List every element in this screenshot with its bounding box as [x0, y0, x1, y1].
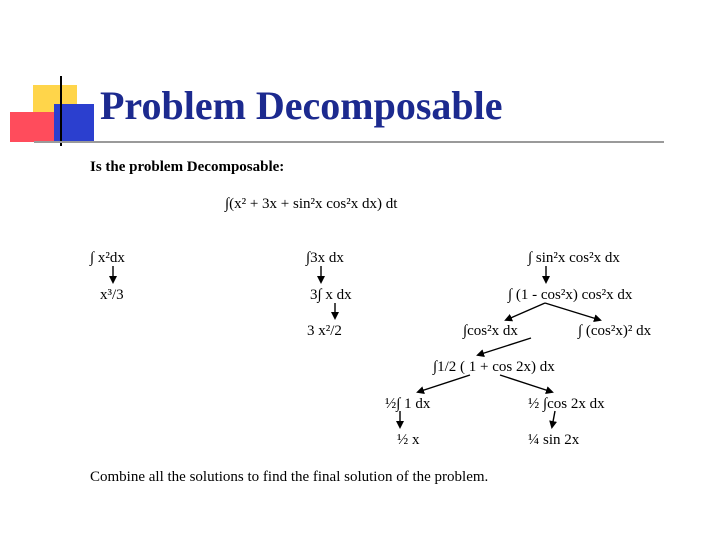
branch1-result: x³/3 — [100, 287, 124, 303]
arrow-b3-right — [545, 303, 600, 320]
branch2-result: 3 x²/2 — [307, 323, 342, 339]
arrow-sub-left — [418, 375, 470, 392]
slide-title: Problem Decomposable — [100, 83, 503, 128]
branch1-integral: ∫ x²dx — [90, 250, 125, 266]
branch3-integral: ∫ sin²x cos²x dx — [528, 250, 620, 266]
branch3-left: ∫cos²x dx — [463, 323, 518, 339]
arrow-b3-left — [506, 303, 545, 320]
branch3-sub-right-result: ¼ sin 2x — [528, 432, 580, 448]
branch3-sub-left: ½∫ 1 dx — [385, 396, 431, 412]
question-text: Is the problem Decomposable: — [90, 159, 285, 175]
conclusion-text: Combine all the solutions to find the final solution of the problem. — [90, 469, 489, 485]
branch3-step: ∫ (1 - cos²x) cos²x dx — [508, 287, 633, 303]
branch3-sub-left-result: ½ x — [397, 432, 420, 448]
arrow-sub-right — [500, 375, 552, 392]
branch2-integral: ∫3x dx — [306, 250, 344, 266]
branch3-sub-right: ½ ∫cos 2x dx — [528, 396, 605, 412]
arrow-sub-right-result — [552, 411, 555, 427]
main-integral: ∫(x² + 3x + sin²x cos²x dx) dt — [225, 196, 398, 212]
branch3-right: ∫ (cos²x)² dx — [578, 323, 652, 339]
branch2-step: 3∫ x dx — [310, 287, 352, 303]
arrow-b3-sub — [478, 338, 531, 355]
branch3-sub: ∫1/2 ( 1 + cos 2x) dx — [433, 359, 555, 375]
